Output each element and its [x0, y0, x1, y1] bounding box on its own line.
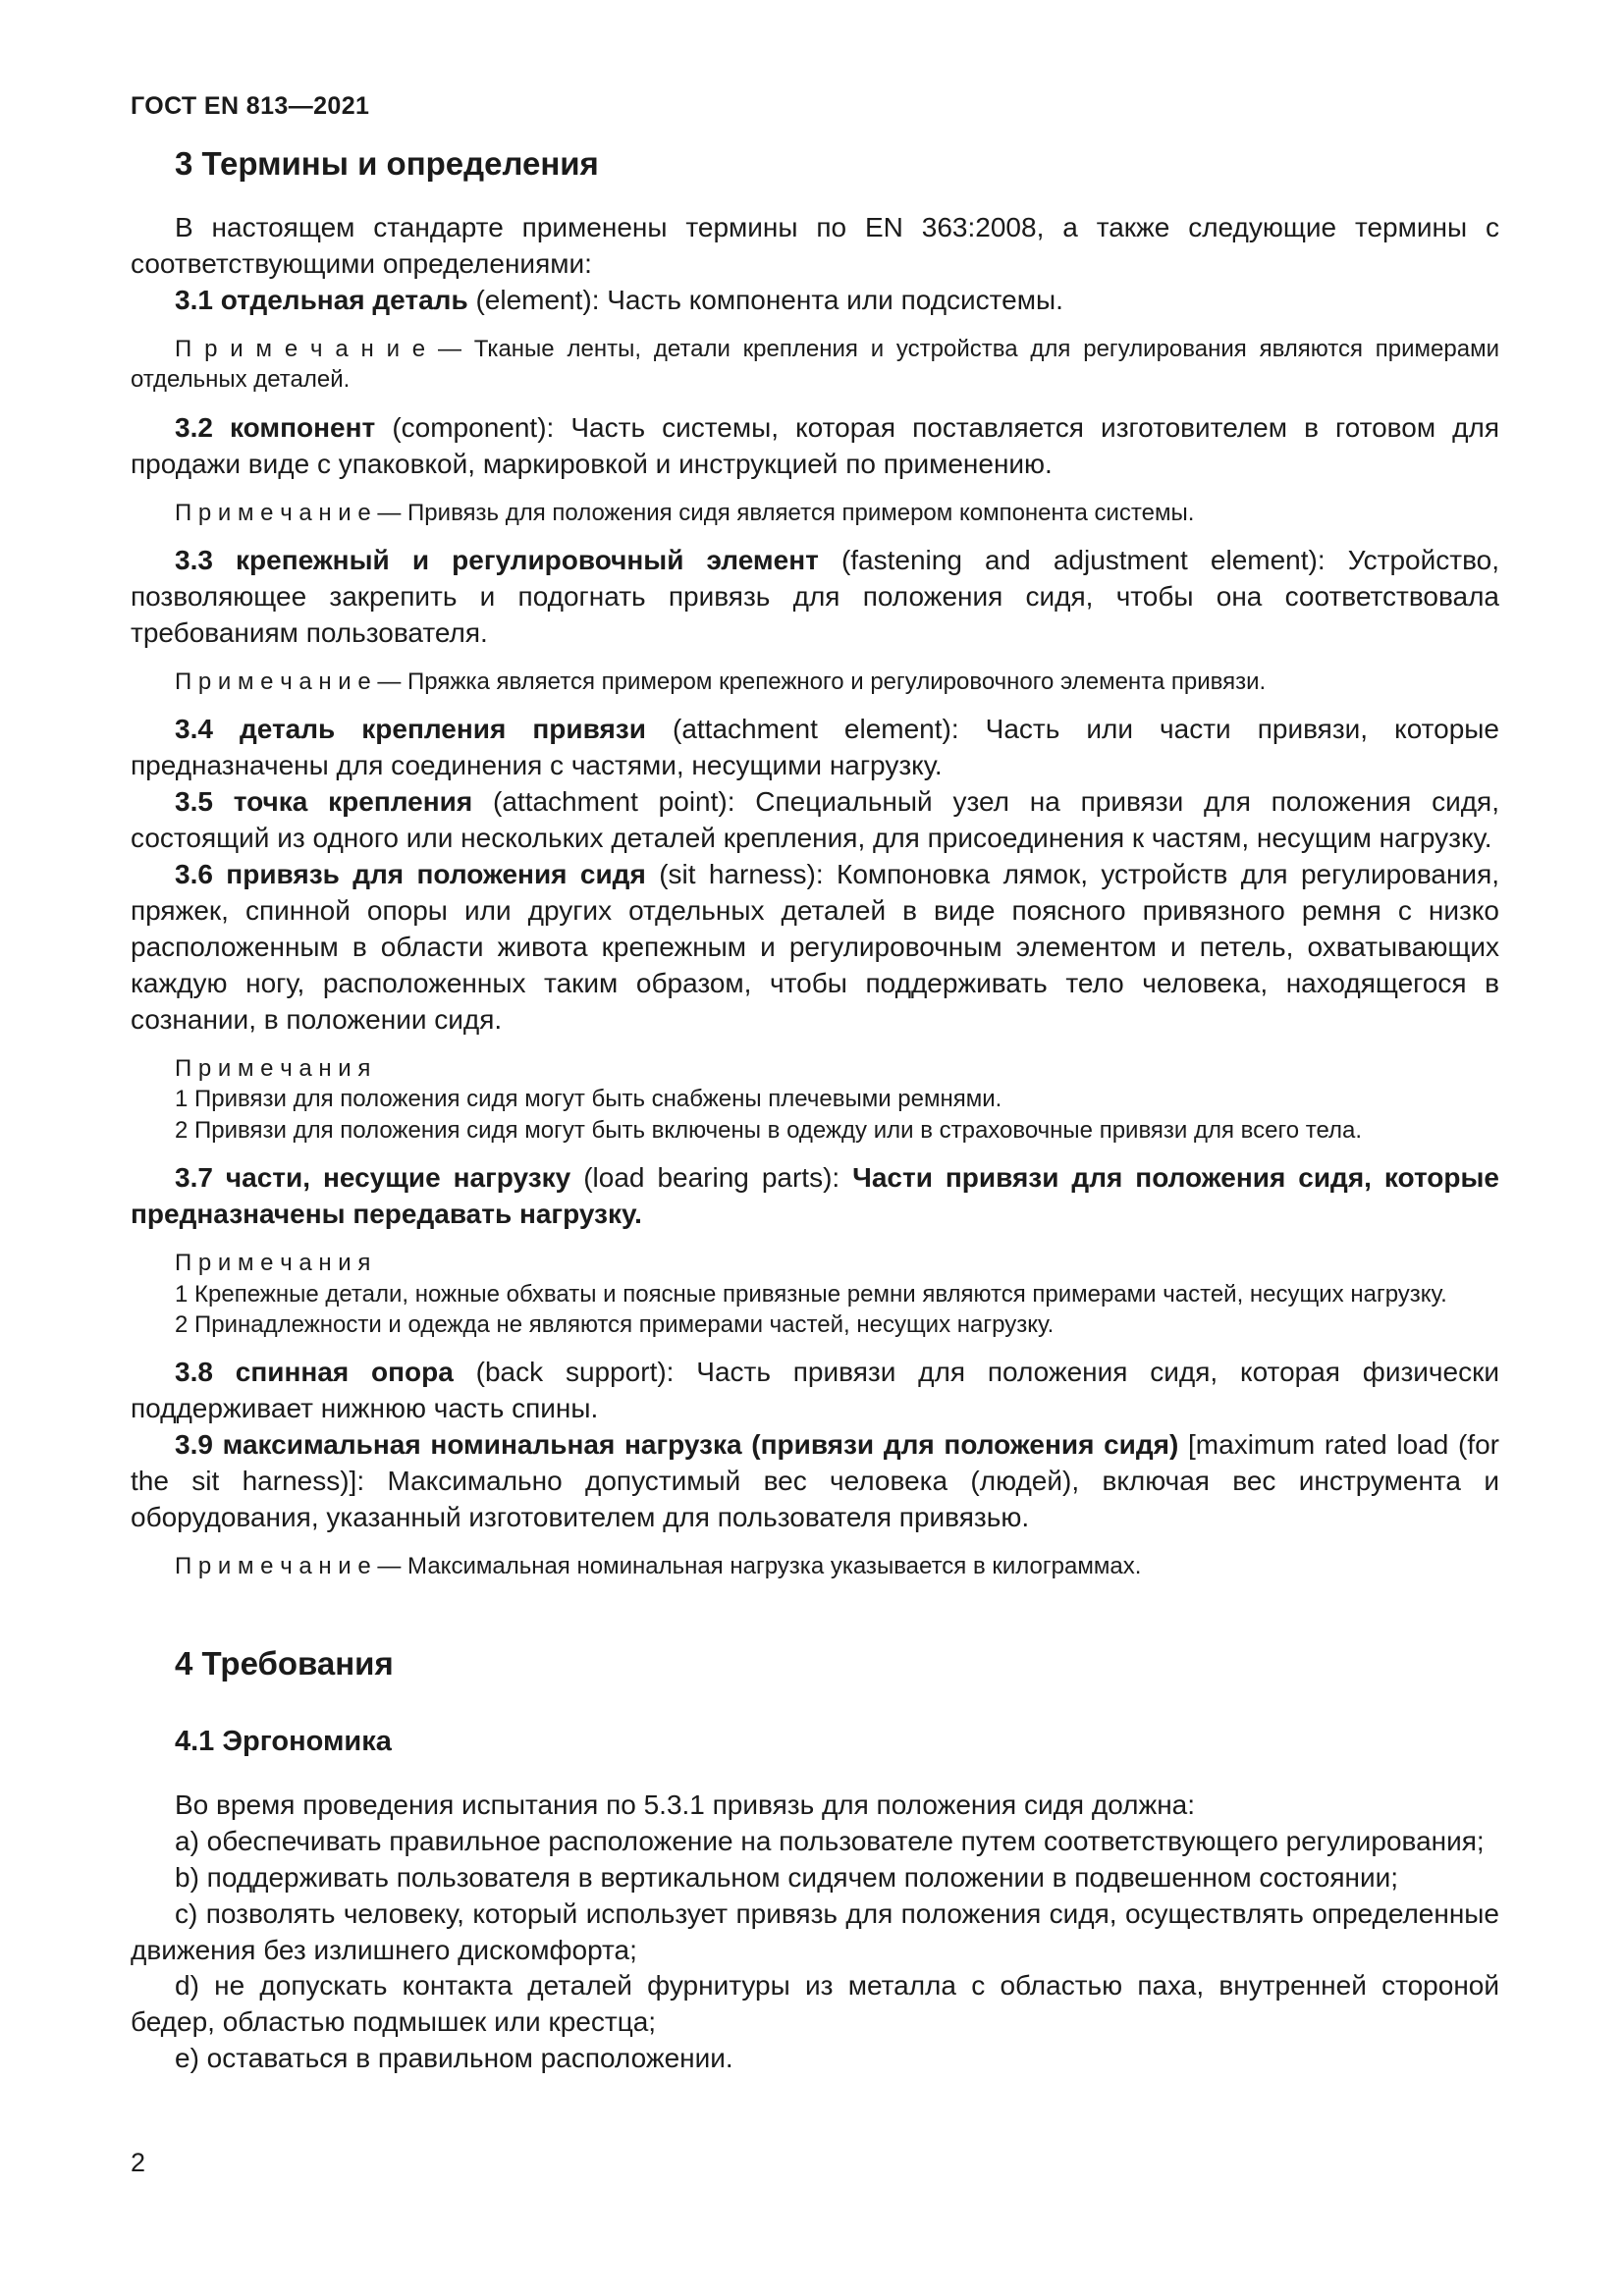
term-3-8-lead: 3.8 спинная опора [175, 1357, 454, 1388]
term-3-6-definition: (sit harness): Компоновка лямок, устройств для регулирования, пряжек, спинной опоры или других отдельных деталей в виде поясного привязного ремня с низко расположенным в области живота крепежным и регулировочным элементом и петель, охватывающих каждую ногу, расположенных таким образом, чтобы поддерживать тело человека, находящегося в сознании, в положении сидя. [131, 859, 1500, 1035]
note-3-9: П р и м е ч а н и е — Максимальная номинальная нагрузка указывается в килограммах. [175, 1553, 1142, 1580]
term-3-5-lead: 3.5 точка крепления [175, 786, 473, 818]
term-3-4 [131, 712, 1499, 784]
section-3-heading: 3 Термины и определения [175, 145, 599, 182]
term-3-2-lead: 3.2 компонент [175, 411, 376, 443]
requirement-item-c: c) позволять человеку, который использует привязь для положения сидя, осуществлять определенные движения без излишнего дискомфорта; [131, 1897, 1499, 1965]
term-3-6 [131, 857, 1499, 1039]
term-3-7-definition: (load bearing parts): [570, 1162, 853, 1194]
note-3-3: П р и м е ч а н и е — Пряжка является примером крепежного и регулировочного элемента привязи. [175, 667, 1267, 695]
term-3-1 [131, 283, 1499, 319]
term-3-3-lead: 3.3 крепежный и регулировочный элемент [175, 545, 819, 576]
term-3-2 [131, 410, 1499, 483]
term-3-5 [131, 784, 1499, 857]
notes-3-6-item-2: 2 Привязи для положения сидя могут быть включены в одежду или в страховочные привязи для всего тела. [175, 1116, 1363, 1144]
term-3-8 [131, 1355, 1499, 1427]
requirement-item-d: d) не допускать контакта деталей фурнитуры из металла с областью паха, внутренней стороной бедер, областью подмышек или крестца; [131, 1970, 1499, 2038]
term-3-9-definition: [maximum rated load (for the sit harness)]: Максимально допустимый вес человека (людей), включая вес инструмента и оборудования, указанный изготовителем для пользователя привязью. [131, 1429, 1499, 1533]
section-4-1-heading: 4.1 Эргономика [175, 1725, 392, 1757]
notes-3-7-item-1: 1 Крепежные детали, ножные обхваты и поясные привязные ремни являются примерами частей, несущих нагрузку. [175, 1280, 1447, 1308]
term-3-1-definition: (element): Часть компонента или подсистемы. [467, 284, 1063, 315]
term-3-4-lead: 3.4 деталь крепления привязи [175, 714, 646, 745]
note-3-1: П р и м е ч а н и е — Тканые ленты, детали крепления и устройства для регулирования являются примерами отдельных деталей. [131, 335, 1499, 394]
note-3-2: П р и м е ч а н и е — Привязь для положения сидя является примером компонента системы. [175, 499, 1195, 526]
notes-group-3-7 [131, 1248, 1499, 1340]
term-3-4-definition: (attachment element): Часть или части привязи, которые предназначены для соединения с частями, несущими нагрузку. [131, 714, 1500, 781]
notes-3-6-label: П р и м е ч а н и я [175, 1054, 371, 1082]
notes-3-6-item-1: 1 Привязи для положения сидя могут быть снабжены плечевыми ремнями. [175, 1086, 1002, 1113]
term-3-9-lead: 3.9 максимальная номинальная нагрузка (привязи для положения сидя) [175, 1429, 1179, 1461]
term-3-7-bold-definition: Части привязи для положения сидя, которые предназначены передавать нагрузку. [131, 1162, 1499, 1230]
notes-3-7-label: П р и м е ч а н и я [175, 1250, 371, 1277]
requirement-item-a: a) обеспечивать правильное расположение на пользователе путем соответствующего регулирования; [175, 1825, 1485, 1856]
notes-3-7-item-2: 2 Принадлежности и одежда не являются примерами частей, несущих нагрузку. [175, 1311, 1055, 1339]
term-3-1-lead: 3.1 отдельная деталь [175, 284, 468, 315]
requirement-item-e: e) оставаться в правильном расположении. [175, 2043, 733, 2074]
page-number: 2 [131, 2148, 146, 2177]
page-content [131, 133, 1499, 2077]
term-3-9 [131, 1427, 1499, 1536]
term-3-3 [131, 543, 1499, 652]
section-3-intro: В настоящем стандарте применены термины по EN 363:2008, а также следующие термины с соответствующими определениями: [131, 212, 1499, 279]
term-3-6-lead: 3.6 привязь для положения сидя [175, 859, 646, 890]
section-4-heading: 4 Требования [175, 1644, 394, 1682]
section-4-1-intro: Во время проведения испытания по 5.3.1 привязь для положения сидя должна: [175, 1789, 1196, 1820]
requirement-item-b: b) поддерживать пользователя в вертикальном сидячем положении в подвешенном состоянии; [175, 1861, 1399, 1893]
notes-group-3-6 [131, 1053, 1499, 1146]
term-3-2-definition: (component): Часть системы, которая поставляется изготовителем в готовом для продажи виде с упаковкой, маркировкой и инструкцией по применению. [131, 411, 1499, 479]
term-3-3-definition: (fastening and adjustment element): Устройство, позволяющее закрепить и подогнать привязь для положения сидя, чтобы она соответствовала требованиям пользователя. [131, 545, 1499, 648]
running-header-doc-code: ГОСТ EN 813—2021 [131, 92, 370, 120]
term-3-7-lead: 3.7 части, несущие нагрузку [175, 1162, 571, 1194]
term-3-5-definition: (attachment point): Специальный узел на привязи для положения сидя, состоящий из одного или нескольких деталей крепления, для присоединения к частям, несущим нагрузку. [131, 786, 1499, 854]
term-3-7 [131, 1160, 1499, 1233]
term-3-8-definition: (back support): Часть привязи для положения сидя, которая физически поддерживает нижнюю часть спины. [131, 1357, 1499, 1424]
